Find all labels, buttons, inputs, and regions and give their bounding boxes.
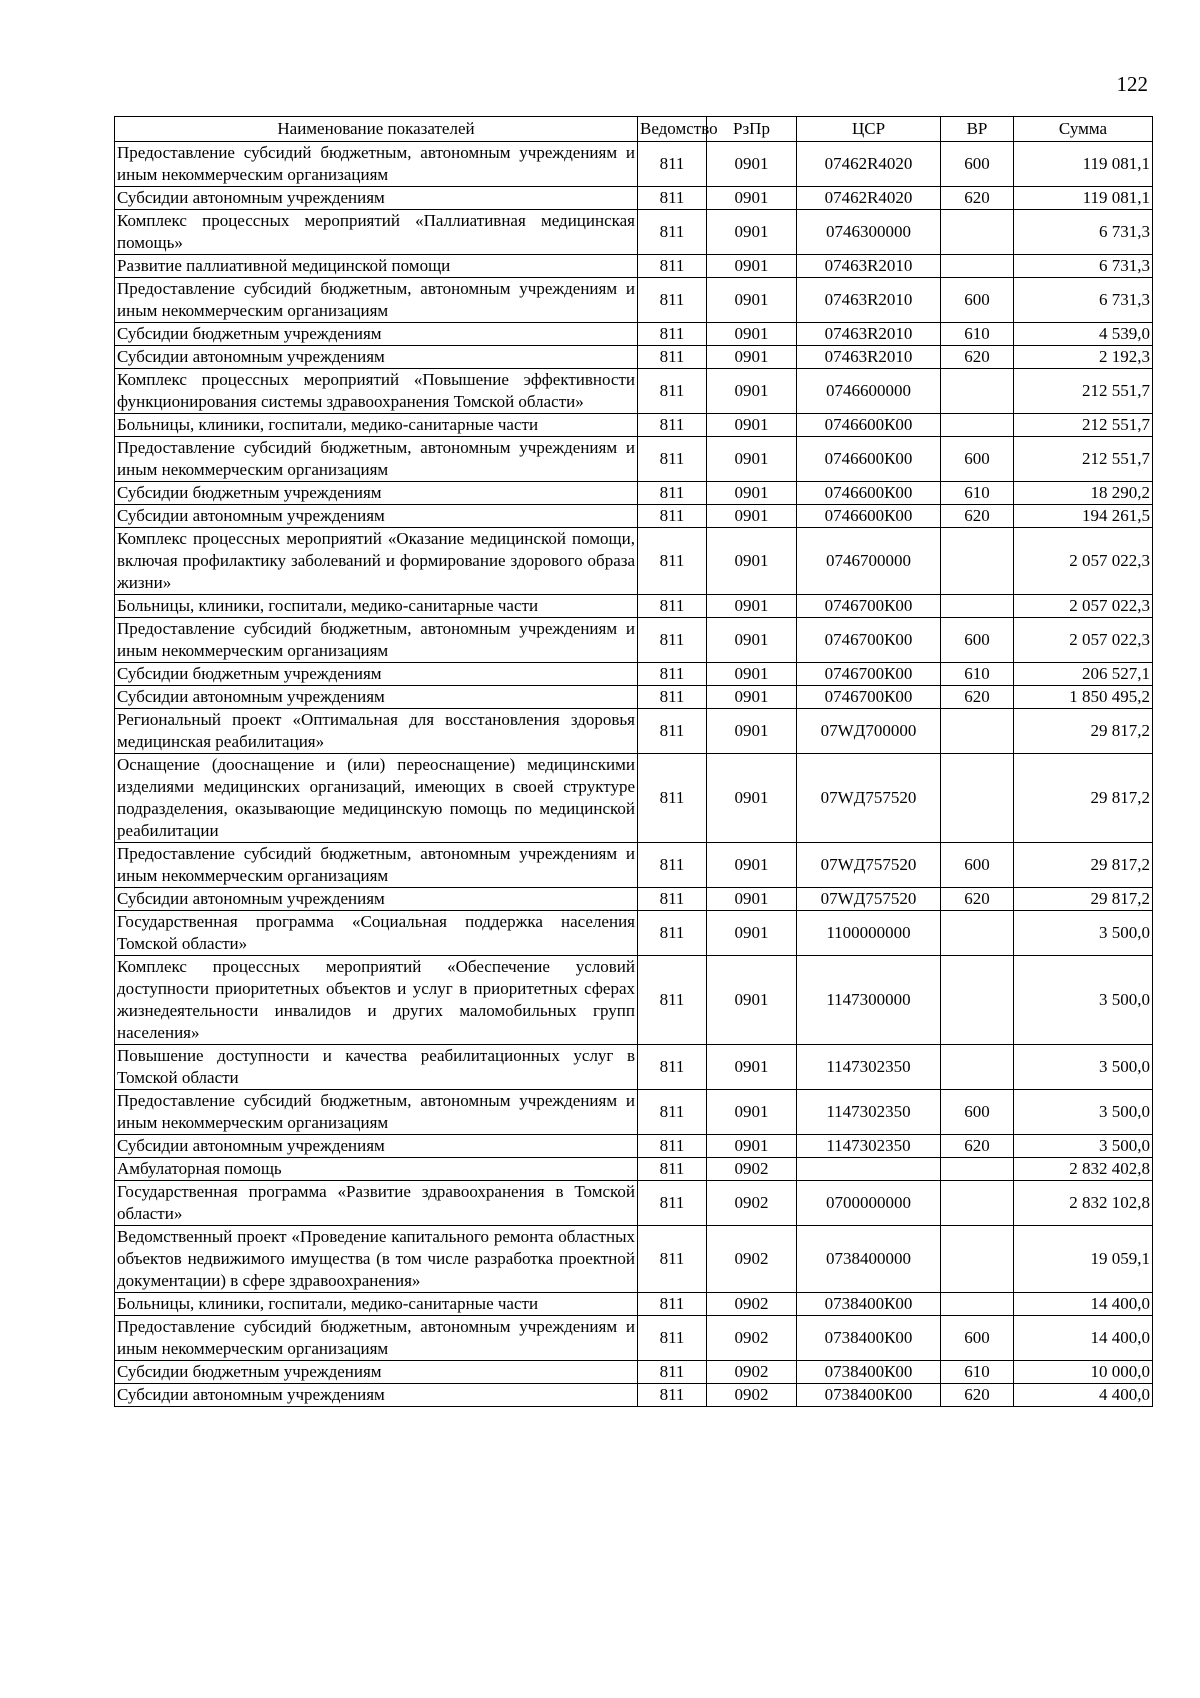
table-row — [115, 956, 1153, 1045]
cell-rzpr: 0901 — [707, 414, 797, 437]
cell-vr — [941, 369, 1014, 414]
table-row — [115, 1384, 1153, 1407]
cell-sum: 29 817,2 — [1014, 709, 1153, 754]
cell-sum: 2 057 022,3 — [1014, 528, 1153, 595]
table-row — [115, 843, 1153, 888]
cell-csr: 0746600К00 — [797, 437, 941, 482]
cell-sum: 10 000,0 — [1014, 1361, 1153, 1384]
table-row — [115, 595, 1153, 618]
cell-csr: 0738400К00 — [797, 1293, 941, 1316]
cell-name: Государственная программа «Социальная поддержка населения Томской области» — [115, 911, 638, 956]
table-row — [115, 888, 1153, 911]
cell-csr: 0746700К00 — [797, 618, 941, 663]
cell-ved: 811 — [638, 1181, 707, 1226]
cell-name: Субсидии бюджетным учреждениям — [115, 663, 638, 686]
cell-vr: 620 — [941, 1135, 1014, 1158]
cell-vr — [941, 595, 1014, 618]
cell-rzpr: 0901 — [707, 956, 797, 1045]
cell-csr: 0746700К00 — [797, 595, 941, 618]
cell-rzpr: 0901 — [707, 142, 797, 187]
cell-ved: 811 — [638, 187, 707, 210]
table-row — [115, 1181, 1153, 1226]
cell-name: Субсидии бюджетным учреждениям — [115, 323, 638, 346]
table-row — [115, 278, 1153, 323]
table-row — [115, 1090, 1153, 1135]
cell-ved: 811 — [638, 1158, 707, 1181]
cell-csr: 07WД757520 — [797, 888, 941, 911]
table-header-row — [115, 117, 1153, 142]
cell-ved: 811 — [638, 1226, 707, 1293]
cell-rzpr: 0901 — [707, 1045, 797, 1090]
cell-csr: 0700000000 — [797, 1181, 941, 1226]
cell-name: Больницы, клиники, госпитали, медико-санитарные части — [115, 595, 638, 618]
cell-vr — [941, 911, 1014, 956]
table-row — [115, 911, 1153, 956]
table-row — [115, 482, 1153, 505]
cell-vr: 610 — [941, 482, 1014, 505]
cell-csr: 0746700К00 — [797, 663, 941, 686]
cell-name: Предоставление субсидий бюджетным, автономным учреждениям и иным некоммерческим организациям — [115, 1090, 638, 1135]
cell-rzpr: 0902 — [707, 1181, 797, 1226]
cell-ved: 811 — [638, 1384, 707, 1407]
cell-sum: 2 832 102,8 — [1014, 1181, 1153, 1226]
cell-csr: 1147302350 — [797, 1045, 941, 1090]
table-row — [115, 1316, 1153, 1361]
cell-vr — [941, 414, 1014, 437]
cell-name: Комплекс процессных мероприятий «Повышение эффективности функционирования системы здравоохранения Томской области» — [115, 369, 638, 414]
table-row — [115, 528, 1153, 595]
table-row — [115, 1158, 1153, 1181]
cell-sum: 3 500,0 — [1014, 1090, 1153, 1135]
cell-csr: 1100000000 — [797, 911, 941, 956]
cell-sum: 6 731,3 — [1014, 210, 1153, 255]
cell-csr: 0746600К00 — [797, 482, 941, 505]
cell-csr: 07462R4020 — [797, 187, 941, 210]
cell-rzpr: 0902 — [707, 1226, 797, 1293]
cell-rzpr: 0901 — [707, 323, 797, 346]
cell-name: Предоставление субсидий бюджетным, автономным учреждениям и иным некоммерческим организациям — [115, 618, 638, 663]
table-row — [115, 686, 1153, 709]
cell-ved: 811 — [638, 505, 707, 528]
cell-csr: 1147302350 — [797, 1135, 941, 1158]
cell-csr: 07463R2010 — [797, 278, 941, 323]
cell-vr — [941, 754, 1014, 843]
cell-name: Комплекс процессных мероприятий «Паллиативная медицинская помощь» — [115, 210, 638, 255]
cell-ved: 811 — [638, 1045, 707, 1090]
cell-ved: 811 — [638, 911, 707, 956]
cell-csr: 07WД757520 — [797, 843, 941, 888]
cell-ved: 811 — [638, 663, 707, 686]
cell-ved: 811 — [638, 1293, 707, 1316]
cell-csr: 0738400К00 — [797, 1361, 941, 1384]
cell-ved: 811 — [638, 1090, 707, 1135]
cell-sum: 212 551,7 — [1014, 437, 1153, 482]
table-row — [115, 142, 1153, 187]
table-row — [115, 1293, 1153, 1316]
cell-name: Государственная программа «Развитие здравоохранения в Томской области» — [115, 1181, 638, 1226]
cell-csr — [797, 1158, 941, 1181]
budget-table — [114, 116, 1153, 1407]
cell-vr: 620 — [941, 187, 1014, 210]
table-row — [115, 709, 1153, 754]
table-body — [115, 142, 1153, 1407]
table-row — [115, 754, 1153, 843]
cell-ved: 811 — [638, 414, 707, 437]
cell-name: Субсидии автономным учреждениям — [115, 1384, 638, 1407]
cell-rzpr: 0901 — [707, 482, 797, 505]
cell-name: Субсидии автономным учреждениям — [115, 187, 638, 210]
table-row — [115, 1135, 1153, 1158]
cell-sum: 206 527,1 — [1014, 663, 1153, 686]
cell-sum: 6 731,3 — [1014, 255, 1153, 278]
cell-ved: 811 — [638, 595, 707, 618]
table-row — [115, 1045, 1153, 1090]
table-row — [115, 663, 1153, 686]
table-row — [115, 1226, 1153, 1293]
cell-csr: 0746300000 — [797, 210, 941, 255]
cell-vr: 600 — [941, 1090, 1014, 1135]
cell-vr: 620 — [941, 888, 1014, 911]
cell-ved: 811 — [638, 888, 707, 911]
cell-name: Больницы, клиники, госпитали, медико-санитарные части — [115, 1293, 638, 1316]
cell-name: Больницы, клиники, госпитали, медико-санитарные части — [115, 414, 638, 437]
header-csr: ЦСР — [797, 117, 941, 142]
cell-sum: 29 817,2 — [1014, 754, 1153, 843]
cell-sum: 2 832 402,8 — [1014, 1158, 1153, 1181]
cell-ved: 811 — [638, 1316, 707, 1361]
cell-name: Амбулаторная помощь — [115, 1158, 638, 1181]
cell-vr: 620 — [941, 1384, 1014, 1407]
cell-csr: 1147302350 — [797, 1090, 941, 1135]
cell-name: Повышение доступности и качества реабилитационных услуг в Томской области — [115, 1045, 638, 1090]
cell-name: Субсидии автономным учреждениям — [115, 505, 638, 528]
cell-ved: 811 — [638, 323, 707, 346]
cell-sum: 212 551,7 — [1014, 369, 1153, 414]
cell-rzpr: 0901 — [707, 505, 797, 528]
cell-vr: 600 — [941, 618, 1014, 663]
cell-vr — [941, 1181, 1014, 1226]
cell-csr: 07WД700000 — [797, 709, 941, 754]
cell-ved: 811 — [638, 346, 707, 369]
table-row — [115, 1361, 1153, 1384]
cell-name: Субсидии автономным учреждениям — [115, 686, 638, 709]
cell-vr: 600 — [941, 843, 1014, 888]
cell-sum: 6 731,3 — [1014, 278, 1153, 323]
cell-sum: 119 081,1 — [1014, 142, 1153, 187]
cell-rzpr: 0902 — [707, 1361, 797, 1384]
cell-ved: 811 — [638, 142, 707, 187]
cell-vr — [941, 210, 1014, 255]
cell-name: Ведомственный проект «Проведение капитального ремонта областных объектов недвижимого имущества (в том числе разработка проектной документации) в сфере здравоохранения» — [115, 1226, 638, 1293]
header-name: Наименование показателей — [115, 117, 638, 142]
cell-vr — [941, 1158, 1014, 1181]
cell-csr: 0746700000 — [797, 528, 941, 595]
cell-vr: 620 — [941, 686, 1014, 709]
cell-vr — [941, 709, 1014, 754]
cell-csr: 07463R2010 — [797, 255, 941, 278]
cell-sum: 3 500,0 — [1014, 956, 1153, 1045]
cell-csr: 0746600000 — [797, 369, 941, 414]
table-row — [115, 618, 1153, 663]
cell-rzpr: 0901 — [707, 1135, 797, 1158]
cell-sum: 194 261,5 — [1014, 505, 1153, 528]
cell-rzpr: 0901 — [707, 618, 797, 663]
table-row — [115, 323, 1153, 346]
cell-vr — [941, 1226, 1014, 1293]
cell-ved: 811 — [638, 686, 707, 709]
cell-rzpr: 0901 — [707, 369, 797, 414]
cell-csr: 07463R2010 — [797, 346, 941, 369]
cell-rzpr: 0901 — [707, 278, 797, 323]
cell-vr: 600 — [941, 437, 1014, 482]
cell-ved: 811 — [638, 437, 707, 482]
table-row — [115, 505, 1153, 528]
cell-csr: 07462R4020 — [797, 142, 941, 187]
cell-vr: 610 — [941, 663, 1014, 686]
cell-vr — [941, 956, 1014, 1045]
cell-rzpr: 0901 — [707, 595, 797, 618]
cell-name: Субсидии бюджетным учреждениям — [115, 482, 638, 505]
cell-rzpr: 0901 — [707, 888, 797, 911]
cell-rzpr: 0901 — [707, 187, 797, 210]
cell-sum: 3 500,0 — [1014, 1045, 1153, 1090]
cell-ved: 811 — [638, 709, 707, 754]
table-row — [115, 369, 1153, 414]
table-row — [115, 346, 1153, 369]
cell-rzpr: 0901 — [707, 437, 797, 482]
cell-rzpr: 0901 — [707, 528, 797, 595]
cell-ved: 811 — [638, 1135, 707, 1158]
cell-name: Субсидии бюджетным учреждениям — [115, 1361, 638, 1384]
cell-csr: 07WД757520 — [797, 754, 941, 843]
cell-rzpr: 0901 — [707, 709, 797, 754]
cell-name: Предоставление субсидий бюджетным, автономным учреждениям и иным некоммерческим организациям — [115, 1316, 638, 1361]
cell-ved: 811 — [638, 754, 707, 843]
cell-rzpr: 0901 — [707, 663, 797, 686]
cell-ved: 811 — [638, 956, 707, 1045]
cell-csr: 0746600К00 — [797, 414, 941, 437]
cell-sum: 14 400,0 — [1014, 1316, 1153, 1361]
cell-name: Региональный проект «Оптимальная для восстановления здоровья медицинская реабилитация» — [115, 709, 638, 754]
cell-name: Предоставление субсидий бюджетным, автономным учреждениям и иным некоммерческим организациям — [115, 843, 638, 888]
cell-sum: 119 081,1 — [1014, 187, 1153, 210]
cell-ved: 811 — [638, 1361, 707, 1384]
cell-name: Развитие паллиативной медицинской помощи — [115, 255, 638, 278]
cell-name: Субсидии автономным учреждениям — [115, 888, 638, 911]
cell-sum: 19 059,1 — [1014, 1226, 1153, 1293]
cell-sum: 4 539,0 — [1014, 323, 1153, 346]
cell-rzpr: 0901 — [707, 911, 797, 956]
cell-rzpr: 0902 — [707, 1384, 797, 1407]
cell-name: Субсидии автономным учреждениям — [115, 346, 638, 369]
cell-vr: 610 — [941, 1361, 1014, 1384]
header-ved: Ведомство — [638, 117, 707, 142]
cell-csr: 0738400000 — [797, 1226, 941, 1293]
cell-sum: 14 400,0 — [1014, 1293, 1153, 1316]
cell-csr: 07463R2010 — [797, 323, 941, 346]
cell-vr: 620 — [941, 505, 1014, 528]
cell-ved: 811 — [638, 843, 707, 888]
cell-sum: 3 500,0 — [1014, 911, 1153, 956]
cell-ved: 811 — [638, 255, 707, 278]
cell-vr — [941, 255, 1014, 278]
cell-sum: 212 551,7 — [1014, 414, 1153, 437]
cell-csr: 0746700К00 — [797, 686, 941, 709]
cell-ved: 811 — [638, 482, 707, 505]
cell-ved: 811 — [638, 278, 707, 323]
cell-sum: 2 057 022,3 — [1014, 595, 1153, 618]
cell-sum: 29 817,2 — [1014, 843, 1153, 888]
cell-vr: 600 — [941, 278, 1014, 323]
cell-rzpr: 0901 — [707, 1090, 797, 1135]
cell-rzpr: 0901 — [707, 843, 797, 888]
cell-rzpr: 0901 — [707, 346, 797, 369]
header-vr: ВР — [941, 117, 1014, 142]
header-sum: Сумма — [1014, 117, 1153, 142]
cell-vr: 600 — [941, 1316, 1014, 1361]
cell-name: Предоставление субсидий бюджетным, автономным учреждениям и иным некоммерческим организациям — [115, 437, 638, 482]
cell-name: Субсидии автономным учреждениям — [115, 1135, 638, 1158]
cell-rzpr: 0902 — [707, 1158, 797, 1181]
cell-sum: 2 192,3 — [1014, 346, 1153, 369]
cell-vr: 610 — [941, 323, 1014, 346]
cell-vr: 600 — [941, 142, 1014, 187]
cell-rzpr: 0901 — [707, 255, 797, 278]
table-row — [115, 414, 1153, 437]
cell-csr: 0746600К00 — [797, 505, 941, 528]
page-number: 122 — [1116, 72, 1148, 96]
cell-ved: 811 — [638, 528, 707, 595]
cell-name: Предоставление субсидий бюджетным, автономным учреждениям и иным некоммерческим организациям — [115, 278, 638, 323]
cell-name: Комплекс процессных мероприятий «Обеспечение условий доступности приоритетных объектов и услуг в приоритетных сферах жизнедеятельности инвалидов и других маломобильных групп населения» — [115, 956, 638, 1045]
table-row — [115, 210, 1153, 255]
table-row — [115, 255, 1153, 278]
cell-rzpr: 0902 — [707, 1293, 797, 1316]
cell-vr — [941, 1293, 1014, 1316]
cell-csr: 0738400К00 — [797, 1384, 941, 1407]
cell-name: Оснащение (дооснащение и (или) переоснащение) медицинскими изделиями медицинских организаций, имеющих в своей структуре подразделения, оказывающие медицинскую помощь по медицинской реабилитации — [115, 754, 638, 843]
cell-sum: 3 500,0 — [1014, 1135, 1153, 1158]
cell-sum: 4 400,0 — [1014, 1384, 1153, 1407]
table-row — [115, 187, 1153, 210]
cell-name: Предоставление субсидий бюджетным, автономным учреждениям и иным некоммерческим организациям — [115, 142, 638, 187]
cell-sum: 29 817,2 — [1014, 888, 1153, 911]
cell-rzpr: 0901 — [707, 754, 797, 843]
cell-ved: 811 — [638, 210, 707, 255]
cell-rzpr: 0901 — [707, 686, 797, 709]
header-rzpr: РзПр — [707, 117, 797, 142]
cell-sum: 2 057 022,3 — [1014, 618, 1153, 663]
cell-name: Комплекс процессных мероприятий «Оказание медицинской помощи, включая профилактику заболеваний и формирование здорового образа жизни» — [115, 528, 638, 595]
cell-vr — [941, 1045, 1014, 1090]
cell-sum: 1 850 495,2 — [1014, 686, 1153, 709]
cell-csr: 1147300000 — [797, 956, 941, 1045]
table-row — [115, 437, 1153, 482]
cell-ved: 811 — [638, 618, 707, 663]
cell-ved: 811 — [638, 369, 707, 414]
cell-rzpr: 0902 — [707, 1316, 797, 1361]
cell-vr — [941, 528, 1014, 595]
cell-sum: 18 290,2 — [1014, 482, 1153, 505]
cell-csr: 0738400К00 — [797, 1316, 941, 1361]
cell-vr: 620 — [941, 346, 1014, 369]
cell-rzpr: 0901 — [707, 210, 797, 255]
